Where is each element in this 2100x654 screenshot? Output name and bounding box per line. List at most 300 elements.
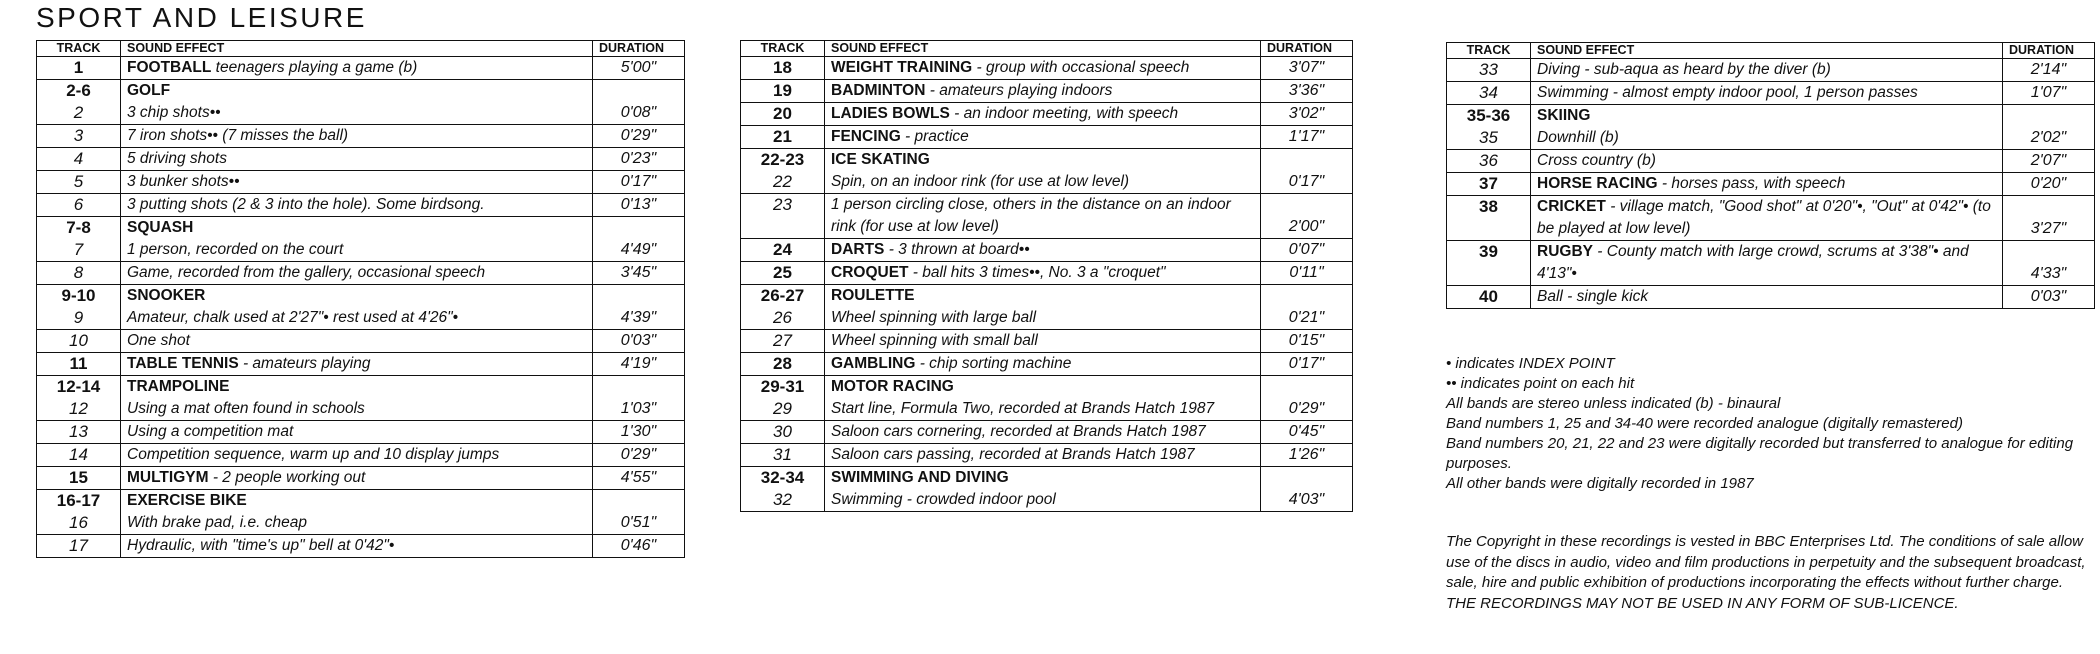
table-row	[37, 194, 685, 217]
table-row	[37, 330, 685, 353]
track-number: 32-34	[760, 468, 805, 487]
note-line: •• indicates point on each hit	[1446, 375, 1635, 392]
table-row	[37, 376, 685, 421]
sound-effect-cell	[825, 126, 1261, 149]
effect-title-line	[127, 80, 586, 102]
sound-effect-cell	[1531, 82, 2003, 105]
table-row	[37, 262, 685, 285]
sound-effect-cell	[121, 262, 593, 285]
track-number: 37	[1479, 174, 1498, 193]
track-cell	[37, 217, 121, 262]
sound-effect-cell	[825, 57, 1261, 80]
table-row	[1447, 241, 2095, 286]
effect-title-line	[831, 376, 1254, 398]
table-row	[741, 376, 1353, 421]
sound-effect-header: SOUND EFFECT	[121, 41, 593, 57]
effect-description: - 3 thrown at board••	[884, 241, 1030, 258]
sound-effect-cell	[121, 148, 593, 171]
table-row	[37, 421, 685, 444]
track-cell	[37, 194, 121, 217]
table-row	[741, 444, 1353, 467]
table-row	[37, 148, 685, 171]
sound-effect-cell	[121, 376, 593, 421]
track-cell	[37, 490, 121, 535]
duration-cell: 5'00"	[593, 57, 685, 80]
sound-effect-cell	[825, 376, 1261, 421]
table-row	[1447, 196, 2095, 241]
effect-title-line	[1537, 105, 1996, 127]
track-cell	[741, 80, 825, 103]
track-number: 22-23	[760, 150, 805, 169]
track-cell	[741, 330, 825, 353]
track-cell	[741, 262, 825, 285]
track-cell	[741, 57, 825, 80]
track-cell	[741, 421, 825, 444]
table-row	[37, 535, 685, 558]
duration-cell: 4'33"	[2003, 241, 2095, 286]
track-table-3	[1446, 42, 2095, 309]
track-number: 35-36	[1466, 106, 1511, 125]
sound-effect-cell	[1531, 105, 2003, 150]
note-line: All bands are stereo unless indicated (b) - binaural	[1446, 395, 1781, 412]
track-cell	[741, 444, 825, 467]
sound-effect-cell	[825, 262, 1261, 285]
effect-description: Cross country (b)	[1537, 152, 1656, 169]
effect-description: Using a competition mat	[127, 423, 294, 440]
sub-track-number: 32	[773, 490, 792, 509]
effect-description: 3 putting shots (2 & 3 into the hole). Some birdsong.	[127, 196, 485, 213]
effect-description: - village match, "Good shot" at 0'20"•, "Out" at 0'42"• (to be played at low level)	[1537, 198, 1991, 237]
effect-name: BADMINTON	[831, 82, 926, 99]
table-row	[37, 125, 685, 148]
effect-name: DARTS	[831, 241, 885, 258]
duration-cell: 0'29"	[1261, 376, 1353, 421]
track-cell	[1447, 82, 1531, 105]
track-cell	[37, 467, 121, 490]
effect-description: Swimming - almost empty indoor pool, 1 person passes	[1537, 84, 1918, 101]
track-cell	[37, 535, 121, 558]
sub-track-number: 9	[73, 308, 84, 327]
effect-description: Wheel spinning with large ball	[831, 309, 1037, 326]
sub-track-number: 16	[69, 513, 88, 532]
track-table-1	[36, 40, 685, 558]
sound-effect-cell	[121, 171, 593, 194]
copyright-text: The Copyright in these recordings is vested in BBC Enterprises Ltd. The conditions of sale allow use of the discs in audio, video and film productions in perpetuity and the subsequent broadcast, sale, hire and public exhibition of productions incorporating the effects without further charge.	[1446, 533, 2086, 591]
track-number: 20	[773, 104, 792, 123]
track-number: 11	[69, 354, 88, 373]
table-row	[1447, 105, 2095, 150]
duration-cell: 4'49"	[593, 217, 685, 262]
duration-cell: 0'15"	[1261, 330, 1353, 353]
track-table-2	[740, 40, 1353, 512]
sub-track-number: 7	[73, 240, 84, 259]
note-line: All other bands were digitally recorded in 1987	[1446, 475, 1754, 492]
track-number: 16-17	[56, 491, 101, 510]
sound-effect-cell	[121, 490, 593, 535]
duration-cell: 2'14"	[2003, 59, 2095, 82]
table-row	[37, 285, 685, 330]
effect-description: 3 chip shots••	[127, 104, 221, 121]
effect-name: FENCING	[831, 128, 901, 145]
effect-description: 1 person, recorded on the court	[127, 241, 344, 258]
effect-description: Downhill (b)	[1537, 129, 1619, 146]
effect-name: MOTOR RACING	[831, 378, 954, 395]
sound-effect-cell	[121, 330, 593, 353]
sub-track-number: 14	[69, 445, 88, 464]
sub-track-number: 27	[773, 331, 792, 350]
duration-cell: 1'07"	[2003, 82, 2095, 105]
duration-cell: 3'07"	[1261, 57, 1353, 80]
sub-track-number: 2	[73, 103, 84, 122]
duration-cell: 0'51"	[593, 490, 685, 535]
sub-track-number: 30	[773, 422, 792, 441]
sound-effect-cell	[825, 330, 1261, 353]
table-row	[741, 262, 1353, 285]
sub-track-number: 17	[69, 536, 88, 555]
effect-description: - group with occasional speech	[972, 59, 1190, 76]
duration-cell: 1'03"	[593, 376, 685, 421]
sub-track-number: 35	[1479, 128, 1498, 147]
sound-effect-cell	[825, 80, 1261, 103]
effect-name: ROULETTE	[831, 287, 915, 304]
duration-cell: 2'02"	[2003, 105, 2095, 150]
sound-effect-cell	[121, 444, 593, 467]
duration-cell: 3'02"	[1261, 103, 1353, 126]
sub-track-number: 12	[69, 399, 88, 418]
effect-description: With brake pad, i.e. cheap	[127, 514, 307, 531]
duration-cell: 0'17"	[1261, 149, 1353, 194]
effect-description: Saloon cars cornering, recorded at Brands Hatch 1987	[831, 423, 1206, 440]
effect-description: Spin, on an indoor rink (for use at low level)	[831, 173, 1130, 190]
track-header: TRACK	[37, 41, 121, 57]
track-number: 2-6	[66, 81, 91, 100]
track-cell	[37, 353, 121, 376]
effect-description: - chip sorting machine	[915, 355, 1072, 372]
duration-cell: 0'03"	[593, 330, 685, 353]
duration-cell: 4'55"	[593, 467, 685, 490]
sound-effect-header: SOUND EFFECT	[825, 41, 1261, 57]
sound-effect-cell	[1531, 241, 2003, 286]
effect-description: 1 person circling close, others in the distance on an indoor rink (for use at low level)	[831, 196, 1231, 235]
sound-effect-cell	[825, 239, 1261, 262]
duration-cell: 0'07"	[1261, 239, 1353, 262]
duration-cell: 4'03"	[1261, 467, 1353, 512]
effect-name: CRICKET	[1537, 198, 1606, 215]
effect-description: Game, recorded from the gallery, occasional speech	[127, 264, 486, 281]
track-number: 28	[773, 354, 792, 373]
sound-effect-cell	[825, 149, 1261, 194]
sound-effect-cell	[121, 421, 593, 444]
effect-description: - horses pass, with speech	[1657, 175, 1846, 192]
duration-cell: 0'13"	[593, 194, 685, 217]
effect-name: TRAMPOLINE	[127, 378, 230, 395]
track-number: 19	[773, 81, 792, 100]
effect-name: ICE SKATING	[831, 151, 930, 168]
table-row	[37, 467, 685, 490]
track-number: 1	[73, 58, 84, 77]
track-cell	[1447, 150, 1531, 173]
effect-description: Competition sequence, warm up and 10 display jumps	[127, 446, 500, 463]
page-title: SPORT AND LEISURE	[36, 2, 367, 33]
sub-track-number: 3	[73, 126, 84, 145]
duration-cell: 2'07"	[2003, 150, 2095, 173]
sub-track-number: 13	[69, 422, 88, 441]
effect-title-line	[831, 285, 1254, 307]
sound-effect-header: SOUND EFFECT	[1531, 43, 2003, 59]
effect-description: Using a mat often found in schools	[127, 400, 365, 417]
copyright-notice	[1446, 532, 2086, 614]
effect-description: - amateurs playing	[238, 355, 371, 372]
track-cell	[1447, 196, 1531, 241]
track-cell	[1447, 105, 1531, 150]
effect-name: RUGBY	[1537, 243, 1593, 260]
effect-description: Hydraulic, with "time's up" bell at 0'42"•	[127, 537, 395, 554]
sound-effect-cell	[825, 353, 1261, 376]
effect-name: WEIGHT TRAINING	[831, 59, 973, 76]
duration-cell: 0'45"	[1261, 421, 1353, 444]
duration-cell: 0'17"	[1261, 353, 1353, 376]
sound-effect-cell	[121, 467, 593, 490]
effect-name: FOOTBALL	[127, 59, 212, 76]
effect-description: - amateurs playing indoors	[925, 82, 1113, 99]
duration-cell: 2'00"	[1261, 194, 1353, 239]
track-cell	[37, 171, 121, 194]
effect-name: SNOOKER	[127, 287, 206, 304]
table-row	[37, 444, 685, 467]
track-number: 38	[1479, 197, 1498, 216]
table-row	[37, 80, 685, 125]
track-cell	[741, 285, 825, 330]
effect-description: 3 bunker shots••	[127, 173, 240, 190]
track-cell	[741, 194, 825, 239]
table-row	[741, 239, 1353, 262]
sound-effect-cell	[121, 353, 593, 376]
track-cell	[37, 80, 121, 125]
table-row	[1447, 150, 2095, 173]
track-cell	[37, 57, 121, 80]
track-header: TRACK	[1447, 43, 1531, 59]
sub-track-number: 29	[773, 399, 792, 418]
table-row	[1447, 286, 2095, 309]
track-cell	[37, 262, 121, 285]
sub-track-number: 8	[73, 263, 84, 282]
track-number: 29-31	[760, 377, 805, 396]
sub-track-number: 33	[1479, 60, 1498, 79]
table-row	[37, 171, 685, 194]
table-row	[741, 330, 1353, 353]
table-row	[741, 194, 1353, 239]
effect-name: GOLF	[127, 82, 171, 99]
effect-description: - practice	[900, 128, 969, 145]
sound-effect-cell	[121, 80, 593, 125]
table-row	[741, 126, 1353, 149]
sub-track-number: 23	[773, 195, 792, 214]
track-cell	[741, 353, 825, 376]
note-line: Band numbers 1, 25 and 34-40 were recorded analogue (digitally remastered)	[1446, 415, 1963, 432]
duration-cell: 0'29"	[593, 444, 685, 467]
sound-effect-cell	[121, 194, 593, 217]
track-number: 12-14	[56, 377, 101, 396]
duration-cell: 0'21"	[1261, 285, 1353, 330]
table-row	[37, 353, 685, 376]
table-row	[37, 490, 685, 535]
effect-name: SQUASH	[127, 219, 194, 236]
effect-name: CROQUET	[831, 264, 909, 281]
effect-description: 7 iron shots•• (7 misses the ball)	[127, 127, 349, 144]
table-row	[1447, 82, 2095, 105]
sub-track-number: 36	[1479, 151, 1498, 170]
track-cell	[1447, 59, 1531, 82]
track-cell	[741, 467, 825, 512]
sound-effect-cell	[121, 57, 593, 80]
duration-cell: 3'27"	[2003, 196, 2095, 241]
effect-title-line	[127, 490, 586, 512]
duration-cell: 0'20"	[2003, 173, 2095, 196]
track-cell	[37, 125, 121, 148]
effect-title-line	[831, 149, 1254, 171]
track-cell	[741, 376, 825, 421]
effect-name: SWIMMING AND DIVING	[831, 469, 1009, 486]
sound-effect-cell	[1531, 286, 2003, 309]
sub-track-number: 4	[73, 149, 84, 168]
track-cell	[741, 149, 825, 194]
track-cell	[1447, 173, 1531, 196]
track-number: 18	[773, 58, 792, 77]
table-row	[741, 57, 1353, 80]
track-cell	[741, 239, 825, 262]
table-row	[741, 103, 1353, 126]
track-number: 39	[1479, 242, 1498, 261]
table-row	[741, 421, 1353, 444]
track-cell	[37, 148, 121, 171]
duration-cell: 0'03"	[2003, 286, 2095, 309]
track-cell	[741, 103, 825, 126]
track-cell	[1447, 241, 1531, 286]
sound-effect-cell	[1531, 59, 2003, 82]
track-cell	[1447, 286, 1531, 309]
table-row	[741, 467, 1353, 512]
sound-effect-cell	[1531, 173, 2003, 196]
effect-title-line	[127, 217, 586, 239]
sub-track-number: 31	[773, 445, 792, 464]
sound-effect-cell	[825, 467, 1261, 512]
sound-effect-cell	[825, 421, 1261, 444]
duration-cell: 0'11"	[1261, 262, 1353, 285]
sound-effect-cell	[121, 125, 593, 148]
table-row	[741, 285, 1353, 330]
table-row	[741, 353, 1353, 376]
track-number: 26-27	[760, 286, 805, 305]
effect-description: Ball - single kick	[1537, 288, 1649, 305]
sub-track-number: 10	[69, 331, 88, 350]
sound-effect-cell	[825, 103, 1261, 126]
track-number: 9-10	[61, 286, 96, 305]
duration-cell: 0'08"	[593, 80, 685, 125]
effect-title-line	[127, 376, 586, 398]
note-line: Band numbers 20, 21, 22 and 23 were digitally recorded but transferred to analogue for editing purposes.	[1446, 435, 2074, 472]
effect-description: - an indoor meeting, with speech	[949, 105, 1179, 122]
duration-cell: 1'17"	[1261, 126, 1353, 149]
track-cell	[37, 444, 121, 467]
note-line: • indicates INDEX POINT	[1446, 355, 1615, 372]
table-row	[1447, 173, 2095, 196]
duration-cell: 0'23"	[593, 148, 685, 171]
duration-cell: 4'39"	[593, 285, 685, 330]
track-cell	[37, 285, 121, 330]
effect-description: Swimming - crowded indoor pool	[831, 491, 1056, 508]
duration-cell: 1'26"	[1261, 444, 1353, 467]
duration-cell: 4'19"	[593, 353, 685, 376]
track-cell	[37, 376, 121, 421]
sub-track-number: 22	[773, 172, 792, 191]
track-number: 40	[1479, 287, 1498, 306]
duration-cell: 0'17"	[593, 171, 685, 194]
duration-header: DURATION	[593, 41, 685, 57]
effect-description: Amateur, chalk used at 2'27"• rest used at 4'26"•	[127, 309, 459, 326]
track-cell	[37, 421, 121, 444]
track-number: 15	[69, 468, 88, 487]
effect-description: Start line, Formula Two, recorded at Brands Hatch 1987	[831, 400, 1215, 417]
sound-effect-cell	[1531, 196, 2003, 241]
effect-name: SKIING	[1537, 107, 1591, 124]
track-cell	[741, 126, 825, 149]
licence-text: THE RECORDINGS MAY NOT BE USED IN ANY FORM OF SUB-LICENCE.	[1446, 594, 1959, 612]
effect-description: - ball hits 3 times••, No. 3 a "croquet"	[908, 264, 1166, 281]
sub-track-number: 5	[73, 172, 84, 191]
sound-effect-cell	[825, 444, 1261, 467]
table-row	[37, 57, 685, 80]
effect-description: Saloon cars passing, recorded at Brands Hatch 1987	[831, 446, 1195, 463]
sound-effect-cell	[825, 194, 1261, 239]
duration-cell: 3'45"	[593, 262, 685, 285]
track-header: TRACK	[741, 41, 825, 57]
duration-header: DURATION	[2003, 43, 2095, 59]
table-row	[1447, 59, 2095, 82]
track-number: 24	[773, 240, 792, 259]
duration-cell: 0'46"	[593, 535, 685, 558]
effect-name: TABLE TENNIS	[127, 355, 239, 372]
effect-name: HORSE RACING	[1537, 175, 1658, 192]
table-row	[741, 149, 1353, 194]
sound-effect-cell	[825, 285, 1261, 330]
effect-name: MULTIGYM	[127, 469, 209, 486]
effect-description: - County match with large crowd, scrums at 3'38"• and 4'13"•	[1537, 243, 1969, 282]
sound-effect-cell	[1531, 150, 2003, 173]
track-number: 7-8	[66, 218, 91, 237]
effect-title-line	[831, 467, 1254, 489]
effect-name: EXERCISE BIKE	[127, 492, 247, 509]
track-number: 25	[773, 263, 792, 282]
duration-header: DURATION	[1261, 41, 1353, 57]
track-cell	[37, 330, 121, 353]
effect-description: 5 driving shots	[127, 150, 227, 167]
effect-name: LADIES BOWLS	[831, 105, 950, 122]
effect-description: Wheel spinning with small ball	[831, 332, 1038, 349]
table-row	[37, 217, 685, 262]
effect-name: GAMBLING	[831, 355, 916, 372]
sound-effect-cell	[121, 535, 593, 558]
track-number: 21	[773, 127, 792, 146]
notes	[1446, 354, 2086, 494]
sub-track-number: 6	[73, 195, 84, 214]
duration-cell: 0'29"	[593, 125, 685, 148]
effect-description: - 2 people working out	[208, 469, 366, 486]
sub-track-number: 26	[773, 308, 792, 327]
effect-description: One shot	[127, 332, 190, 349]
sound-effect-cell	[121, 217, 593, 262]
sound-effect-cell	[121, 285, 593, 330]
duration-cell: 3'36"	[1261, 80, 1353, 103]
